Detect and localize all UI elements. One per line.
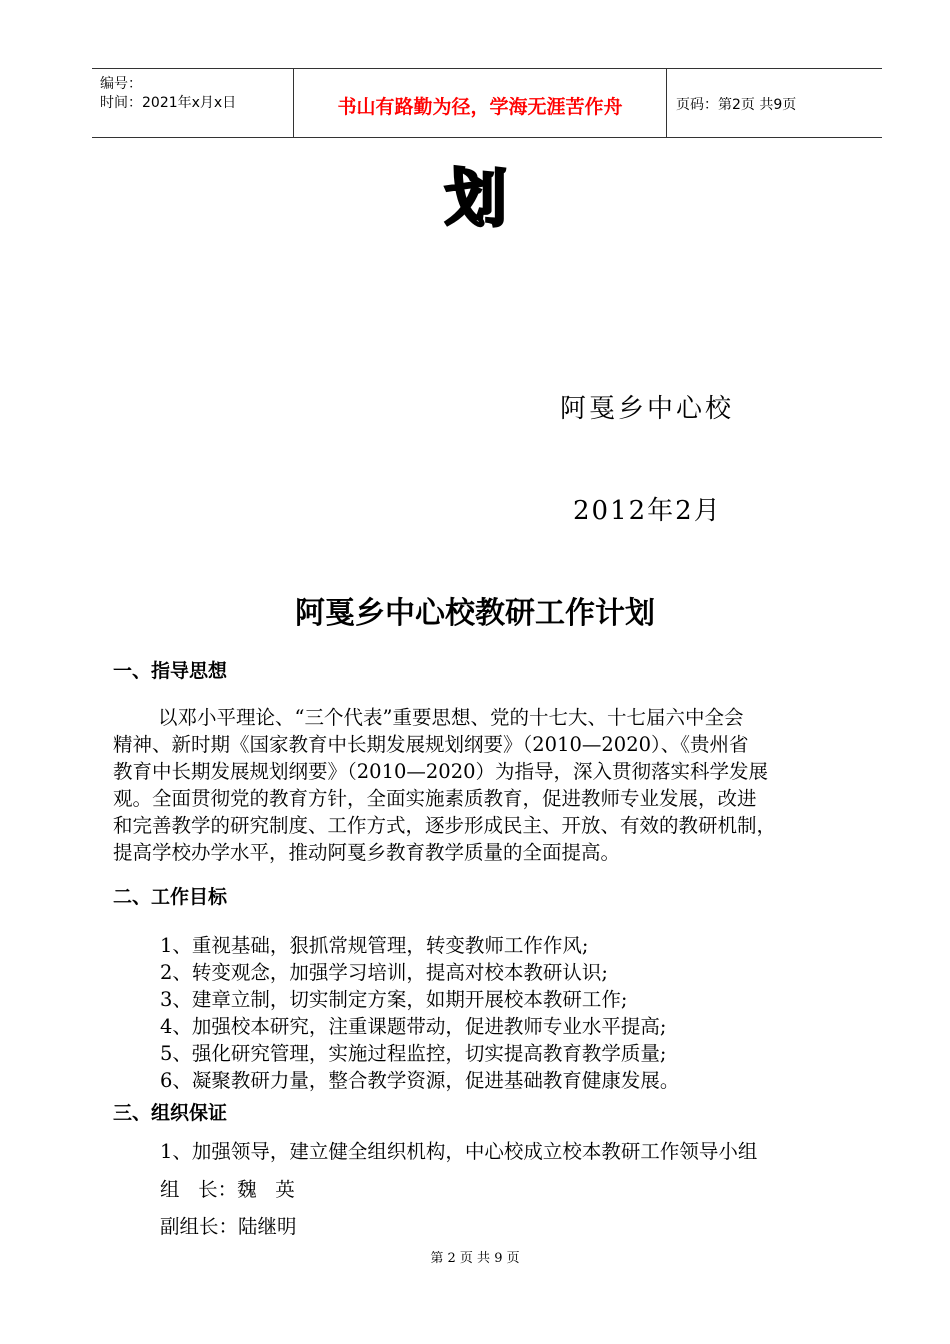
section-heading-work-goals: 二、工作目标 xyxy=(113,886,228,908)
page-label: 页码：第2页 共9页 xyxy=(676,97,797,113)
time-label: 时间：2021年x月x日 xyxy=(100,95,237,111)
header-page-cell xyxy=(666,69,882,137)
serial-label: 编号： xyxy=(100,76,142,92)
document-title: 阿戛乡中心校教研工作计划 xyxy=(295,596,655,631)
cover-title-fragment: 划 xyxy=(445,162,508,235)
motto-text: 书山有路勤为径，学海无涯苦作舟 xyxy=(337,96,623,118)
cover-date: 2012年2月 xyxy=(573,496,722,526)
header-meta-cell xyxy=(92,69,293,137)
paragraph-line: 精神、新时期《国家教育中长期发展规划纲要》（2010—2020）、《贵州省 xyxy=(113,733,749,756)
goal-item: 5、强化研究管理，实施过程监控，切实提高教育教学质量; xyxy=(160,1042,667,1065)
section-heading-guiding-ideology: 一、指导思想 xyxy=(113,660,228,682)
page-header xyxy=(92,68,882,138)
cover-school-name: 阿戛乡中心校 xyxy=(560,394,735,424)
paragraph-line: 以邓小平理论、“三个代表”重要思想、党的十七大、十七届六中全会 xyxy=(158,706,744,729)
section-heading-organization: 三、组织保证 xyxy=(113,1102,228,1124)
goal-item: 2、转变观念，加强学习培训，提高对校本教研认识; xyxy=(160,961,608,984)
paragraph-line: 教育中长期发展规划纲要》（2010—2020）为指导，深入贯彻落实科学发展 xyxy=(113,760,769,783)
paragraph-line: 观。全面贯彻党的教育方针，全面实施素质教育，促进教师专业发展，改进 xyxy=(113,787,757,810)
paragraph-line: 和完善教学的研究制度、工作方式，逐步形成民主、开放、有效的教研机制， xyxy=(113,814,777,837)
deputy-leader-line: 副组长：陆继明 xyxy=(160,1215,297,1238)
goal-item: 3、建章立制，切实制定方案，如期开展校本教研工作; xyxy=(160,988,628,1011)
page-footer: 第 2 页 共 9 页 xyxy=(430,1251,520,1266)
goal-item: 1、重视基础，狠抓常规管理，转变教师工作作风; xyxy=(160,934,589,957)
paragraph-line: 提高学校办学水平，推动阿戛乡教育教学质量的全面提高。 xyxy=(113,841,621,864)
group-leader-line: 组 长：魏 英 xyxy=(160,1178,295,1201)
organization-line: 1、加强领导，建立健全组织机构，中心校成立校本教研工作领导小组 xyxy=(160,1140,758,1163)
guiding-ideology-paragraph xyxy=(113,704,858,866)
goal-item: 6、凝聚教研力量，整合教学资源，促进基础教育健康发展。 xyxy=(160,1069,680,1092)
header-motto-cell xyxy=(293,69,667,137)
goal-item: 4、加强校本研究，注重课题带动，促进教师专业水平提高; xyxy=(160,1015,667,1038)
